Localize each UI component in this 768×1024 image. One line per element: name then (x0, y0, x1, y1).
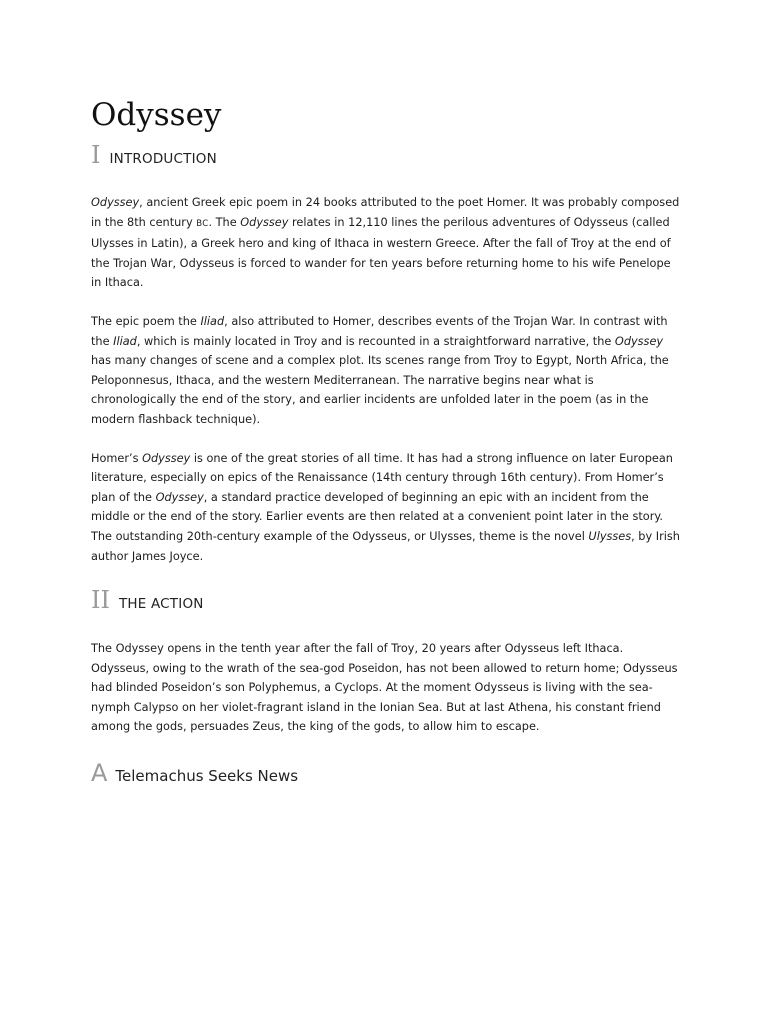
document-page (91, 96, 681, 787)
paragraph-text: relates in 12,110 lines the perilous adventures of Odysseus (called Ulysses in Latin), a Greek hero and king of Ithaca in western Greece. After the fall of Troy at the end of the Trojan War, Odysseus is forced to wander for ten years before returning home to his wife Penelope in Ithaca. (91, 215, 671, 290)
subsection-letter: A (91, 759, 108, 788)
italic-text: Odyssey (155, 490, 204, 504)
paragraph-action-1 (91, 639, 681, 737)
section-heading-the-action (91, 586, 681, 614)
paragraph-text: , by Irish author James Joyce. (91, 529, 680, 563)
italic-text: Odyssey (91, 196, 140, 209)
section-number: I (91, 141, 101, 169)
paragraph-text: is one of the great stories of all time. It has had a strong influence on later European literature, especially on epics of the Renaissance (14th century through 16th century). From Homer’s plan of the (91, 451, 673, 504)
paragraph-text: , which is mainly located in Troy and is recounted in a straightforward narrative, the (136, 334, 615, 348)
section-title: INTRODUCTION (109, 151, 217, 167)
document-title: Odyssey (91, 97, 222, 133)
section-heading-introduction (91, 141, 681, 169)
italic-text: Iliad (200, 314, 225, 328)
paragraph-text: , ancient Greek epic poem in 24 books attributed to the poet Homer. It was probably composed in the 8th century (91, 196, 680, 229)
italic-text: Odyssey (240, 215, 289, 229)
paragraph-text: The Odyssey opens in the tenth year after the fall of Troy, 20 years after Odysseus left Ithaca. Odysseus, owing to the wrath of the sea-god Poseidon, has not been allowed to return home; Odysseus had blinded Poseidon’s son Polyphemus, a Cyclops. At the moment Odysseus is living with the sea-nymph Calypso on her violet-fragrant island in the Ionian Sea. But at last Athena, his constant friend among the gods, persuades Zeus, the king of the gods, to allow him to escape. (91, 642, 678, 734)
era-abbreviation: BC (196, 218, 209, 229)
italic-text: Ulysses (588, 529, 632, 543)
paragraph-text: has many changes of scene and a complex plot. Its scenes range from Troy to Egypt, North Africa, the Peloponnesus, Ithaca, and the western Mediterranean. The narrative begins near what is chronologically the end of the story, and earlier incidents are unfolded later in the poem (as in the modern flashback technique). (91, 354, 669, 426)
paragraph-text: . The (208, 215, 241, 229)
italic-text: Iliad (113, 334, 137, 348)
paragraph-intro-2 (91, 312, 681, 430)
italic-text: Odyssey (142, 451, 191, 465)
paragraph-text: , a standard practice developed of beginning an epic with an incident from the middle or the end of the story. Earlier events are then related at a convenient point later in the story. The outstanding 20th-century example of the Odysseus, or Ulysses, theme is the novel (91, 490, 664, 543)
section-number: II (91, 586, 110, 615)
subsection-title: Telemachus Seeks News (115, 767, 299, 786)
paragraph-text: , also attributed to Homer, describes events of the Trojan War. In contrast with the (91, 314, 668, 348)
paragraph-text: The epic poem the (91, 314, 201, 328)
subsection-heading-telemachus (91, 759, 681, 787)
paragraph-intro-1 (91, 193, 681, 293)
paragraph-intro-3 (91, 449, 681, 567)
section-title: THE ACTION (118, 596, 204, 613)
italic-text: Odyssey (614, 334, 664, 348)
paragraph-text: Homer’s (91, 451, 143, 465)
